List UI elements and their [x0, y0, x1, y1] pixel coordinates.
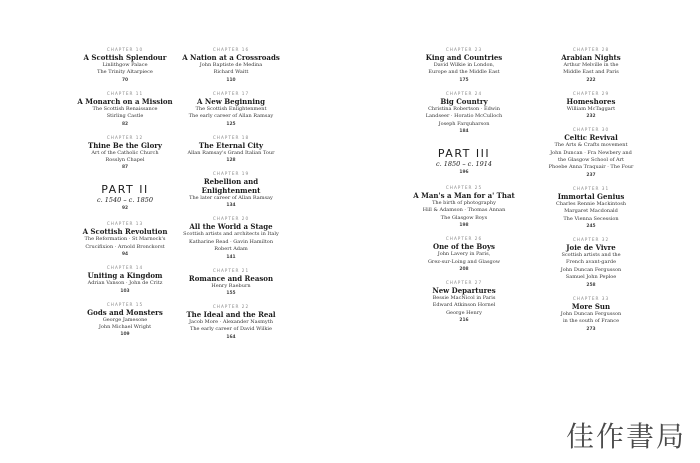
chapter-subtitle: John Duncan Fergusson [560, 310, 622, 317]
chapter-subtitle: William McTaggart [566, 105, 616, 112]
chapter-label: CHAPTER 20 [212, 216, 250, 222]
page-number: 128 [226, 158, 236, 164]
chapter-label: CHAPTER 21 [212, 267, 250, 273]
chapter-entry [70, 91, 180, 129]
chapter-subtitle: Samuel John Peploe [565, 274, 617, 281]
chapter-subtitle: Crucifixion · Arnold Bronckorst [85, 243, 165, 250]
chapter-subtitle: Robert Adam [214, 246, 248, 253]
chapter-subtitle: Katharine Read · Gavin Hamilton [188, 238, 274, 245]
chapter-entry [409, 185, 519, 230]
chapter-entry [409, 236, 519, 274]
chapter-subtitle: The Arts & Crafts movement [554, 142, 628, 149]
chapter-label: CHAPTER 17 [212, 90, 250, 96]
chapter-title: Celtic Revival [564, 133, 618, 143]
chapter-title: The Eternal City [198, 140, 264, 150]
page-number: 82 [121, 121, 129, 127]
chapter-entry [70, 302, 180, 340]
chapter-subtitle: Grez-sur-Loing and Glasgow [427, 258, 501, 265]
chapter-subtitle: Henry Raeburn [211, 282, 251, 289]
chapter-subtitle: Edward Atkinson Hornel [432, 302, 496, 309]
part-label: PART II [101, 183, 149, 197]
chapter-subtitle: Jacob More · Alexander Nasmyth [189, 319, 273, 326]
chapter-label: CHAPTER 32 [572, 237, 610, 243]
chapter-entry [536, 237, 646, 290]
chapter-title: Arabian Nights [561, 53, 621, 62]
chapter-title: Rebellion and Enlightenment [201, 177, 261, 196]
chapter-title: A New Beginning [197, 96, 265, 106]
chapter-subtitle: John Michael Wright [98, 324, 152, 331]
page-number: 258 [586, 282, 596, 288]
chapter-label: CHAPTER 13 [106, 221, 144, 227]
chapter-entry [70, 265, 180, 295]
chapter-subtitle: Richard Waitt [213, 69, 249, 76]
part-dates: c. 1540 – c. 1850 [96, 196, 153, 205]
chapter-title: Homeshores [566, 96, 616, 106]
chapter-label: CHAPTER 26 [445, 236, 483, 242]
chapter-subtitle: the Glasgow School of Art [557, 157, 625, 164]
chapter-subtitle: Stirling Castle [106, 113, 144, 120]
page-number: 70 [121, 77, 129, 83]
chapter-title: Romance and Reason [188, 273, 274, 283]
page-number: 245 [586, 224, 596, 230]
page-number: 198 [459, 223, 469, 229]
page-number: 125 [226, 121, 236, 127]
chapter-entry [176, 47, 286, 85]
chapter-entry [536, 296, 646, 334]
chapter-entry [176, 135, 286, 165]
chapter-title: The Ideal and the Real [186, 310, 276, 320]
part-heading [70, 184, 180, 213]
chapter-title: Immortal Genius [557, 191, 625, 201]
chapter-subtitle: The early career of David Wilkie [189, 326, 272, 333]
chapter-title: Joie de Vivre [566, 243, 616, 253]
chapter-label: CHAPTER 25 [445, 185, 483, 191]
chapter-label: CHAPTER 28 [572, 47, 610, 52]
toc-column-1 [70, 47, 180, 345]
part-dates: c. 1850 – c. 1914 [435, 160, 492, 169]
chapter-label: CHAPTER 19 [212, 171, 250, 177]
chapter-entry [176, 171, 286, 210]
chapter-subtitle: The later career of Allan Ramsay [189, 195, 273, 202]
chapter-title: More Sun [571, 301, 611, 311]
part-heading [409, 148, 519, 177]
chapter-subtitle: Christina Robertson · Edwin [428, 105, 500, 112]
chapter-subtitle: Landseer · Horatio McCulloch [425, 113, 503, 120]
page-number: 237 [586, 172, 596, 178]
page-number: 155 [226, 291, 236, 297]
chapter-label: CHAPTER 18 [212, 134, 250, 140]
chapter-subtitle: The Vienna Secession [563, 215, 619, 222]
page-number: 175 [459, 77, 469, 83]
page-number: 222 [586, 77, 596, 83]
chapter-title: Gods and Monsters [87, 307, 163, 317]
chapter-entry [536, 91, 646, 121]
chapter-subtitle: Linlithgow Palace [102, 62, 148, 68]
chapter-entry [70, 47, 180, 85]
page-number: 110 [226, 77, 236, 83]
chapter-entry [536, 127, 646, 180]
chapter-title: A Man's a Man for a' That [413, 191, 515, 201]
chapter-subtitle: Margaret Macdonald [564, 208, 618, 215]
chapter-label: CHAPTER 23 [445, 47, 483, 52]
chapter-entry [409, 91, 519, 136]
chapter-subtitle: Allan Ramsay's Grand Italian Tour [187, 149, 275, 156]
toc-column-4 [536, 47, 646, 340]
chapter-subtitle: Joseph Farquharson [438, 120, 490, 127]
chapter-entry [409, 280, 519, 325]
chapter-subtitle: Bessie MacNicol in Paris [432, 295, 496, 302]
page-number: 216 [459, 318, 469, 324]
chapter-subtitle: Scottish artists and architects in Italy [183, 231, 279, 238]
chapter-label: CHAPTER 31 [572, 185, 610, 191]
chapter-title: All the World a Stage [189, 222, 273, 232]
chapter-subtitle: The Scottish Enlightenment [195, 105, 267, 112]
page-number: 87 [121, 165, 129, 171]
chapter-entry [176, 216, 286, 261]
chapter-label: CHAPTER 10 [106, 47, 144, 52]
chapter-subtitle: John Lavery in Paris, [437, 251, 491, 258]
chapter-label: CHAPTER 29 [572, 90, 610, 96]
chapter-subtitle: George Henry [446, 309, 482, 316]
page-number: 109 [120, 332, 130, 338]
chapter-subtitle: The Reformation · St Marnock's [84, 236, 166, 243]
chapter-subtitle: Scottish artists and the [561, 252, 621, 259]
page-number: 92 [121, 206, 129, 212]
page-number: 184 [459, 129, 469, 135]
chapter-title: A Nation at a Crossroads [182, 53, 280, 62]
chapter-subtitle: Europe and the Middle East [428, 69, 500, 76]
chapter-entry [176, 304, 286, 342]
chapter-subtitle: Art of the Catholic Church [91, 149, 159, 156]
chapter-label: CHAPTER 22 [212, 304, 250, 310]
chapter-entry [70, 221, 180, 259]
chapter-subtitle: French avant-garde [565, 259, 617, 266]
page-number: 94 [121, 252, 129, 258]
chapter-subtitle: The early career of Allan Ramsay [188, 113, 274, 120]
chapter-subtitle: John Duncan · Fra Newbery and [550, 149, 632, 156]
page-number: 103 [120, 288, 130, 294]
page-number: 273 [586, 326, 596, 332]
chapter-title: New Departures [432, 286, 496, 296]
chapter-subtitle: Hill & Adamson · Thomas Annan [422, 207, 506, 214]
chapter-label: CHAPTER 12 [106, 134, 144, 140]
chapter-subtitle: in the south of France [562, 318, 620, 325]
chapter-label: CHAPTER 24 [445, 90, 483, 96]
chapter-label: CHAPTER 33 [572, 295, 610, 301]
chapter-label: CHAPTER 16 [212, 47, 250, 52]
chapter-title: A Scottish Revolution [82, 227, 168, 237]
chapter-title: King and Countries [425, 53, 503, 62]
page-number: 164 [226, 334, 236, 340]
chapter-title: A Monarch on a Mission [77, 96, 173, 106]
chapter-entry [176, 268, 286, 298]
chapter-entry [536, 47, 646, 85]
chapter-subtitle: The Glasgow Boys [440, 214, 488, 221]
chapter-label: CHAPTER 15 [106, 301, 144, 307]
toc-column-2 [176, 47, 286, 348]
page-number: 141 [226, 254, 236, 260]
chapter-subtitle: John Baptiste de Medina [199, 62, 263, 68]
chapter-label: CHAPTER 27 [445, 280, 483, 286]
publisher-watermark: 佳作書局 [565, 420, 686, 453]
chapter-title: Uniting a Kingdom [87, 271, 163, 281]
page-number: 232 [586, 114, 596, 120]
chapter-subtitle: The birth of photography [432, 200, 496, 207]
chapter-title: A Scottish Splendour [83, 53, 167, 62]
chapter-subtitle: George Jamesone [102, 316, 148, 323]
chapter-entry [409, 47, 519, 85]
chapter-subtitle: The Trinity Altarpiece [97, 69, 153, 76]
chapter-subtitle: Rosslyn Chapel [105, 157, 145, 164]
chapter-label: CHAPTER 14 [106, 265, 144, 271]
chapter-entry [176, 91, 286, 129]
chapter-subtitle: The Scottish Renaissance [92, 105, 158, 112]
chapter-subtitle: John Duncan Fergusson [560, 266, 622, 273]
chapter-label: CHAPTER 30 [572, 127, 610, 133]
page-number: 196 [459, 170, 469, 176]
chapter-entry [536, 186, 646, 231]
chapter-subtitle: David Wilkie in London, [433, 62, 495, 68]
chapter-title: Thine Be the Glory [87, 140, 163, 150]
part-label: PART III [437, 147, 491, 161]
chapter-entry [70, 135, 180, 173]
page-number: 208 [459, 267, 469, 273]
chapter-title: Big Country [440, 96, 488, 106]
page-number: 134 [226, 203, 236, 209]
chapter-subtitle: Arthur Melville in the [563, 62, 619, 68]
chapter-subtitle: Charles Rennie Mackintosh [556, 200, 626, 207]
chapter-subtitle: Phoebe Anna Traquair · The Four [548, 164, 634, 171]
chapter-title: One of the Boys [432, 242, 495, 252]
chapter-subtitle: Adrian Vanson · John de Critz [87, 280, 163, 287]
chapter-subtitle: Middle East and Paris [563, 69, 619, 76]
toc-column-3 [409, 47, 519, 331]
chapter-label: CHAPTER 11 [106, 90, 144, 96]
